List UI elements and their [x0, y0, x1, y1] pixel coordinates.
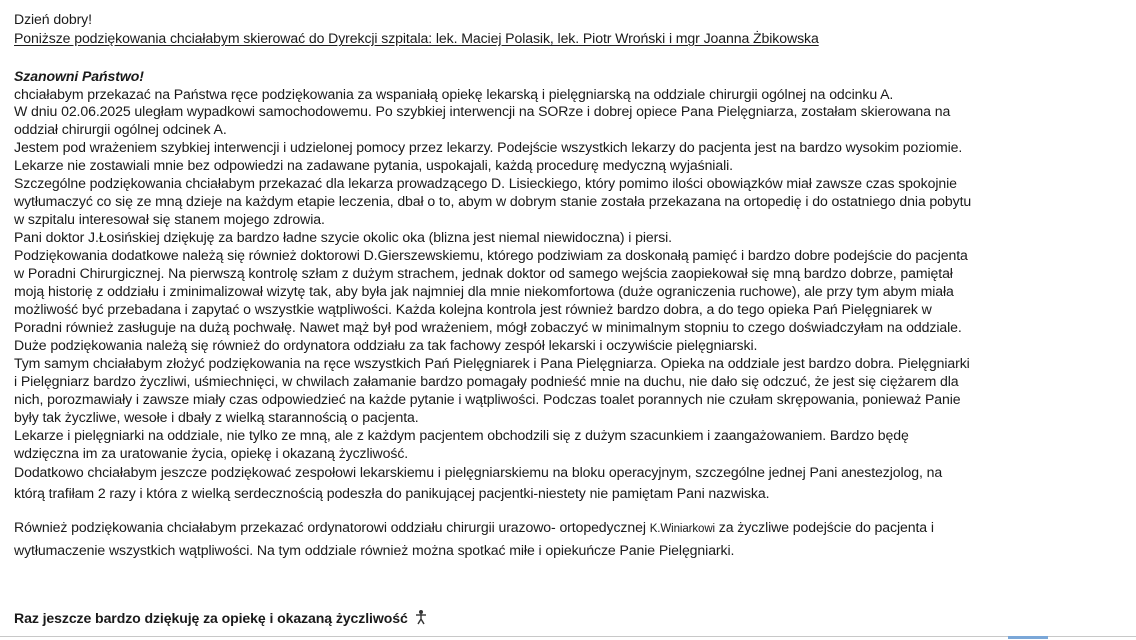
body-line: możliwość być przebadana i zapytać o wszystkie wątpliwości. Każda kolejna kontrola jest również bardzo dobra, a do tego opieka Pań Pielęgniarek w [14, 301, 932, 317]
body-line: Duże podziękowania należą się również do ordynatora oddziału za tak fachowy zespół lekarski i oczywiście pielęgniarski. [14, 337, 758, 353]
body-line: Szczególne podziękowania chciałabym przekazać dla lekarza prowadzącego D. Lisieckiego, który pomimo ilości obowiązków miał zawsze czas spokojnie [14, 175, 957, 191]
bottom-divider [0, 636, 1136, 637]
closing-text: Raz jeszcze bardzo dziękuję za opiekę i okazaną życzliwość [14, 610, 408, 626]
body-line: Dodatkowo chciałabym jeszcze podziękować zespołowi lekarskiemu i pielęgniarskiemu na bloku operacyjnym, szczególne jednej Pani anestezjolog, na [14, 464, 943, 480]
ortho-text-after: za życzliwe podejście do pacjenta i [714, 519, 934, 535]
body-line: moją historię z oddziału i zminimalizował wizytę tak, aby była jak najmniej dla mnie niekomfortowa (duże ograniczenia ruchowe), ale przy tym abym miała [14, 283, 954, 299]
body-line: były tak życzliwe, wesołe i dbały z wielką starannością o pacjenta. [14, 409, 419, 425]
body-line: Jestem pod wrażeniem szybkiej interwencji i udzielonej pomocy przez lekarzy. Podejście wszystkich lekarzy do pacjenta jest na bardzo wysokim poziomie. [14, 139, 963, 155]
body-line: wdzięczna im za uratowanie życia, opiekę i okazaną życzliwość. [14, 445, 409, 461]
ortho-paragraph-line-1 [14, 519, 934, 538]
body-line: Tym samym chciałabym złożyć podziękowania na ręce wszystkich Pań Pielęgniarek i Pana Pielęgniarza. Opieka na oddziale jest bardzo dobra. Pielęgniarki [14, 355, 970, 371]
body-line: którą trafiłam 2 razy i która z wielką serdecznością podeszła do panikującej pacjentki-niestety nie pamiętam Pani nazwiska. [14, 485, 770, 501]
figure-icon [414, 609, 428, 629]
body-line: wytłumaczyć co się ze mną dzieje na każdym etapie leczenia, dbał o to, abym w dobrym stanie została przekazana na ortopedię i do ostatniego dnia pobytu [14, 193, 972, 209]
body-line: Podziękowania dodatkowe należą się również doktorowi D.Gierszewskiemu, którego podziwiam za doskonałą pamięć i bardzo dobre podejście do pacjenta [14, 247, 968, 263]
body-line: w Poradni Chirurgicznej. Na pierwszą kontrolę szłam z dużym strachem, jednak doktor od samego wejścia zaopiekował się mną bardzo dobrze, pamiętał [14, 265, 953, 281]
body-line: W dniu 02.06.2025 uległam wypadkowi samochodowemu. Po szybkiej interwencji na SORze i dobrej opiece Pana Pielęgniarza, zostałam skierowana na [14, 103, 951, 119]
body-line: Poradni również zasługuje na dużą pochwałę. Nawet mąż był pod wrażeniem, mógł zobaczyć w minimalnym stopniu to czego doświadczyłam na oddziale. [14, 319, 962, 335]
body-line: Pani doktor J.Łosińskiej dziękuję za bardzo ładne szycie okolic oka (blizna jest niemal niewidoczna) i piersi. [14, 229, 672, 245]
body-line: oddział chirurgii ogólnej odcinek A. [14, 121, 227, 137]
body-line: i Pielęgniarz bardzo życzliwi, uśmiechnięci, w chwilach załamanie bardzo pomagały podnieść mnie na duchu, nie dało się odczuć, że jest się ciężarem dla [14, 373, 959, 389]
ortho-paragraph-line-2: wytłumaczenie wszystkich wątpliwości. Na tym oddziale również można spotkać miłe i opiekuńcze Panie Pielęgniarki. [14, 542, 735, 558]
bottom-accent-bar [1008, 636, 1048, 639]
body-line: nich, porozmawiały i zawsze miały czas odpowiedzieć na każde pytanie i wątpliwości. Podczas toalet porannych nie czułam skrępowania, ponieważ Panie [14, 391, 961, 407]
ortho-doctor-name: K.Winiarkowi [649, 523, 715, 535]
ortho-text-before: Również podziękowania chciałabym przekazać ordynatorowi oddziału chirurgii urazowo- ortopedycznej [14, 519, 650, 535]
closing-line [14, 609, 428, 629]
body-line: Lekarze nie zostawiali mnie bez odpowiedzi na zadawane pytania, uspokajali, każdą procedurę medyczną wyjaśniali. [14, 157, 733, 173]
body-line: w szpitalu interesował się stanem mojego zdrowia. [14, 211, 325, 227]
recipients-line: Poniższe podziękowania chciałabym skierować do Dyrekcji szpitala: lek. Maciej Polasik, lek. Piotr Wroński i mgr Joanna Żbikowska [14, 30, 819, 46]
greeting: Dzień dobry! [14, 11, 92, 27]
salutation: Szanowni Państwo! [14, 68, 144, 84]
body-line: Lekarze i pielęgniarki na oddziale, nie tylko ze mną, ale z każdym pacjentem obchodzili się z dużym szacunkiem i zaangażowaniem. Bardzo będę [14, 427, 909, 443]
body-line: chciałabym przekazać na Państwa ręce podziękowania za wspaniałą opiekę lekarską i pielęgniarską na oddziale chirurgii ogólnej na odcinku A. [14, 86, 894, 102]
